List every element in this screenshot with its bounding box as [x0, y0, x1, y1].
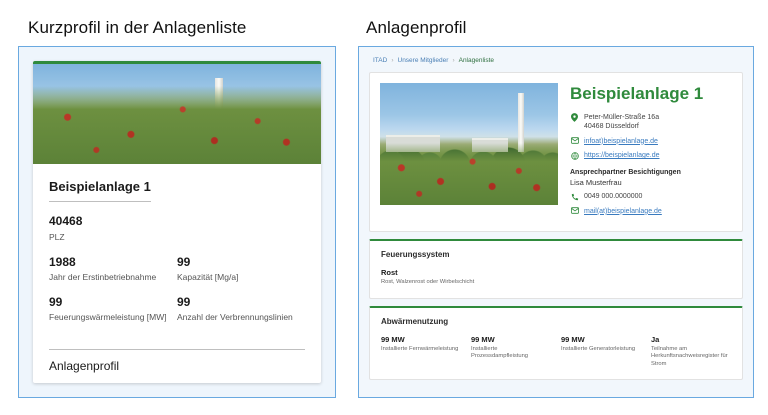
fact-row-3 — [49, 295, 305, 323]
phone-line — [570, 192, 732, 201]
meadow-foreground — [33, 86, 321, 164]
fact-value: 99 — [177, 254, 191, 269]
mail-icon — [570, 207, 579, 215]
left-column-heading: Kurzprofil in der Anlagenliste — [28, 18, 247, 37]
section-abwaermenutzung — [369, 306, 743, 381]
contact-email-line — [570, 207, 732, 216]
fact-capacity — [177, 255, 305, 283]
plant-photo — [33, 64, 321, 165]
plant-info — [570, 83, 732, 221]
sec-label: Installierte Prozessdampfleistung — [471, 345, 529, 360]
fact-label: Feuerungswärmeleistung [MW] — [49, 312, 167, 323]
fact-label: Anzahl der Verbrennungslinien — [177, 312, 293, 323]
sec-value: Rost — [381, 268, 398, 278]
phone-text: 0049 000.0000000 — [584, 193, 643, 201]
section-title: Feuerungssystem — [381, 250, 450, 260]
breadcrumb-item-itad[interactable]: ITAD — [373, 57, 388, 64]
address-text — [584, 113, 659, 132]
contact-name: Lisa Musterfrau — [570, 178, 622, 188]
fact-thermal-output — [49, 295, 177, 323]
fact-value: 1988 — [49, 254, 76, 269]
breadcrumb-separator-2: › — [452, 57, 455, 64]
plant-photo — [380, 83, 558, 205]
breadcrumb-item-anlagenliste[interactable]: Anlagenliste — [458, 57, 495, 64]
sec-label: Installierte Generatorleistung — [561, 345, 636, 352]
card-body — [33, 164, 321, 345]
meadow-foreground — [380, 143, 558, 205]
plant-detail-card — [369, 72, 743, 232]
section-item — [561, 335, 641, 369]
fact-row-1 — [49, 214, 305, 242]
plant-title: Beispielanlage 1 — [570, 84, 704, 103]
sec-value: Ja — [651, 334, 660, 344]
mail-icon — [570, 137, 579, 145]
fact-value: 99 — [49, 294, 63, 309]
right-column-heading: Anlagenprofil — [366, 18, 467, 37]
website-line — [570, 151, 732, 160]
breadcrumb — [367, 55, 745, 72]
email-line — [570, 137, 732, 146]
breadcrumb-item-mitglieder[interactable]: Unsere Mitglieder — [397, 57, 449, 64]
fact-spacer — [177, 214, 305, 242]
email-text[interactable]: infoat)beispielanlage.de — [584, 137, 658, 145]
card-title: Beispielanlage 1 — [49, 179, 151, 202]
section-item — [381, 335, 461, 369]
link-icon — [570, 151, 579, 160]
website-text[interactable]: https://beispielanlage.de — [584, 152, 660, 159]
sec-value: 99 MW — [381, 334, 405, 344]
address-line2: 40468 Düsseldorf — [584, 123, 639, 131]
fact-line-count — [177, 295, 305, 323]
phone-icon — [570, 192, 579, 201]
fact-label: PLZ — [49, 231, 65, 242]
section-item — [381, 268, 731, 287]
contact-heading: Ansprechpartner Besichtigungen — [570, 169, 681, 177]
fact-value: 40468 — [49, 214, 83, 229]
sec-label: Teilnahme am Herkunftsnachweisregister für Strom — [651, 345, 728, 367]
plant-photo-wrapper — [380, 83, 558, 221]
card-footer-link[interactable]: Anlagenprofil — [49, 349, 305, 383]
left-preview-panel — [18, 46, 336, 398]
section-item — [471, 335, 551, 369]
breadcrumb-separator: › — [391, 57, 394, 64]
location-pin-icon — [570, 113, 579, 123]
fact-label: Kapazität [Mg/a] — [177, 272, 239, 283]
contact-email-text[interactable]: mail(at)beispielanlage.de — [584, 207, 662, 215]
sec-label: Installierte Fernwärmeleistung — [381, 345, 459, 352]
plant-summary-card[interactable] — [33, 61, 321, 383]
address-line — [570, 113, 732, 132]
fact-label: Jahr der Erstinbetriebnahme — [49, 272, 157, 283]
fact-first-operation-year — [49, 255, 177, 283]
address-line1: Peter-Müller-Straße 16a — [584, 113, 660, 121]
section-item — [651, 335, 731, 369]
section-title: Abwärmenutzung — [381, 316, 449, 326]
fact-value: 99 — [177, 294, 191, 309]
sec-label: Rost, Walzenrost oder Wirbelschicht — [381, 279, 475, 286]
section-items-grid — [381, 335, 731, 369]
fact-row-2 — [49, 255, 305, 283]
fact-plz — [49, 214, 177, 242]
sec-value: 99 MW — [471, 334, 495, 344]
right-profile-panel — [358, 46, 754, 398]
section-feuerungssystem — [369, 239, 743, 299]
sec-value: 99 MW — [561, 334, 585, 344]
